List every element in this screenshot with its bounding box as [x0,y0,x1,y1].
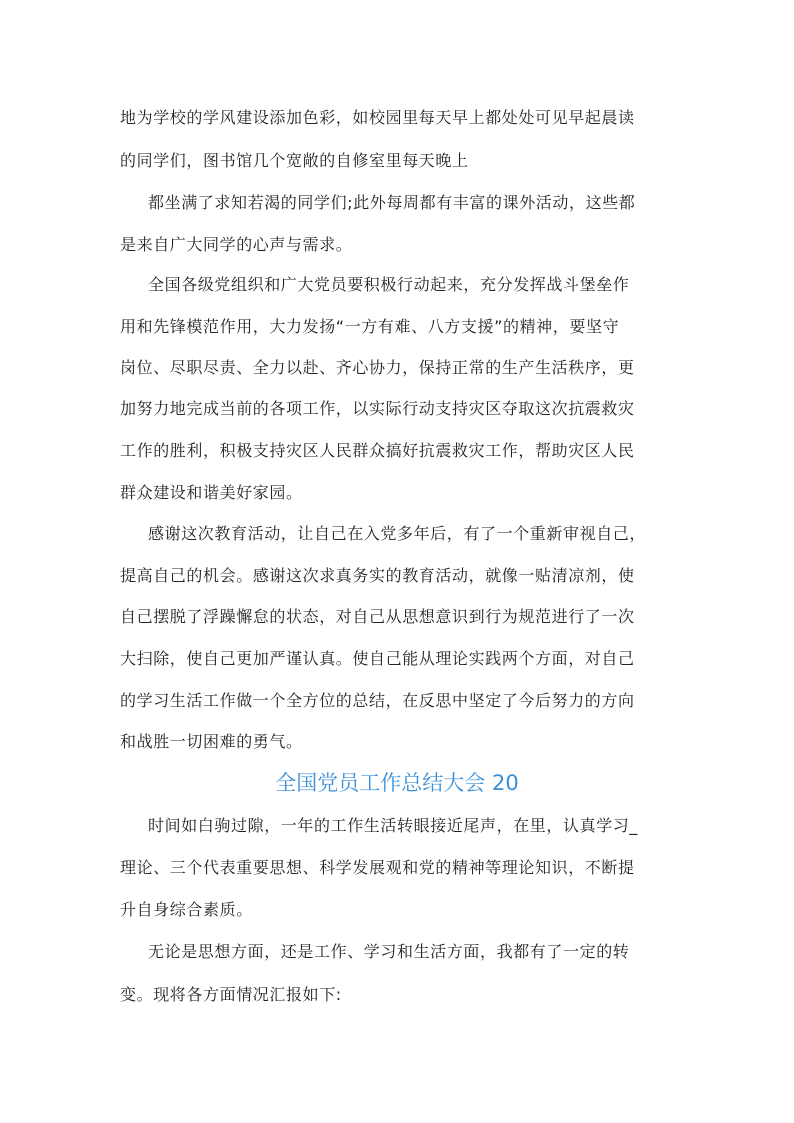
text-line: 用和先锋模范作用，大力发扬“一方有难、八方支援”的精神，要坚守 [120,317,620,336]
text-line: 地为学校的学风建设添加色彩，如校园里每天早上都处处可见早起晨读 [120,108,635,127]
text-line: 自己摆脱了浮躁懈怠的状态，对自己从思想意识到行为规范进行了一次 [120,607,635,626]
section-heading: 全国党员工作总结大会 20 [275,771,519,795]
text-line: 变。现将各方面情况汇报如下: [120,985,342,1004]
text-line: 全国各级党组织和广大党员要积极行动起来，充分发挥战斗堡垒作 [148,275,630,294]
text-line: 和战胜一切困难的勇气。 [120,732,303,751]
text-line: 的同学们，图书馆几个宽敞的自修室里每天晚上 [120,151,469,170]
text-line: 升自身综合素质。 [120,900,253,919]
text-line: 工作的胜利，积极支持灾区人民群众搞好抗震救灾工作，帮助灾区人民 [120,441,635,460]
text-line: 感谢这次教育活动，让自己在入党多年后，有了一个重新审视自己， [148,524,647,543]
text-line: 是来自广大同学的心声与需求。 [120,235,353,254]
text-line: 无论是思想方面，还是工作、学习和生活方面，我都有了一定的转 [148,942,630,961]
text-line: 加努力地完成当前的各项工作，以实际行动支持灾区夺取这次抗震救灾 [120,399,635,418]
text-line: 群众建设和谐美好家园。 [120,483,303,502]
text-line: 岗位、尽职尽责、全力以赴、齐心协力，保持正常的生产生活秩序，更 [120,358,635,377]
text-line: 都坐满了求知若渴的同学们;此外每周都有丰富的课外活动，这些都 [148,193,636,212]
text-line: 理论、三个代表重要思想、科学发展观和党的精神等理论知识，不断提 [120,858,635,877]
text-line: 大扫除，使自己更加严谨认真。使自己能从理论实践两个方面，对自己 [120,649,635,668]
text-line: 提高自己的机会。感谢这次求真务实的教育活动，就像一贴清凉剂，使 [120,566,635,585]
text-line: 的学习生活工作做一个全方位的总结，在反思中坚定了今后努力的方向 [120,691,635,710]
text-line: 时间如白驹过隙，一年的工作生活转眼接近尾声，在里，认真学习_ [148,816,639,835]
